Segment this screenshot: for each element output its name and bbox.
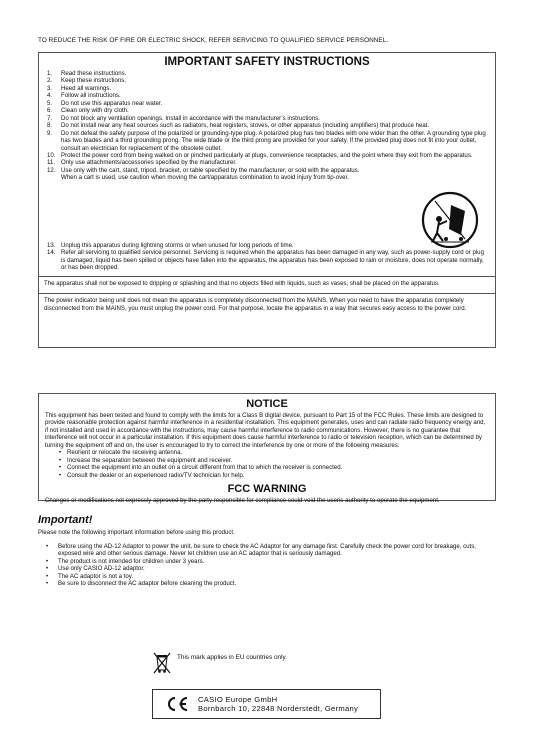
safety-item: 13. Unplug this apparatus during lightning storms or when unused for long periods of time. — [47, 241, 294, 249]
crossed-bin-icon — [152, 651, 172, 675]
safety-item: 4. Follow all instructions. — [47, 92, 121, 100]
notice-body: This equipment has been tested and found to comply with the limits for a Class B digital device, pursuant to Part 15 of the FCC Rules. These limits are designed to provide reasonable protection against harmful interference in a residential installation. This equipment generates, uses and can radiate radio frequency energy and, if not installed and used in accordance with the instructions, may cause harmful interference to radio communications. However, there is no guarantee that interference will not occur in a particular installation. If this equipment does cause harmful interference to radio or television reception, which can be determined by turning the equipment off and on, the user is encouraged to try to correct the interference by one or more of the following measures: — [45, 412, 486, 449]
safety-item: 12. Use only with the cart, stand, tripod, bracket, or table specified by the manufacturer, or sold with the apparatus. When a cart is used, use caution when moving the cart/apparatus combination to avoid injury from tip-over. — [47, 166, 360, 182]
list-item: • Consult the dealer or an experienced radio/TV technician for help. — [59, 472, 489, 479]
list-item: • The AC adaptor is not a toy. — [44, 573, 496, 580]
list-item: • Use only CASIO AD-12 adaptor. — [44, 565, 496, 572]
safety-item: 8. Do not install near any heat sources such as radiators, heat registers, stoves, or other apparatus (including amplifiers) that produce heat. — [47, 122, 430, 130]
list-item: • The product is not intended for children under 3 years. — [44, 558, 496, 565]
important-heading: Important! — [38, 514, 93, 526]
safety-item: 14. Refer all servicing to qualified service personnel. Servicing is required when the apparatus has been damaged in any way, such as power-supply cord or plug is damaged, liquid has been spilled or objects have fallen into the apparatus, the apparatus has been exposed to rain or moisture, does not operate normally, or has been dropped. — [47, 249, 484, 272]
safety-item: 9. Do not defeat the safety purpose of the polarized or grounding-type plug. A polarized plug has two blades with one wider than the other. A grounding type plug has two blades and a third grounding prong. The wide blade or the third prong are provided for your safety. If the provided plug does not fit into your outlet, consult an electrician for replacement of the obsolete outlet. — [47, 129, 486, 152]
power-indicator-note: The power indicator being unit does not mean the apparatus is completely disconnected from the MAINS. When you need to have the apparatus completely disconnected from the MAINS, you must unplug the power cord. For that purpose, locate the apparatus in a way that secures easy access to the power cord. — [39, 293, 495, 314]
notice-box — [38, 393, 496, 505]
casio-address — [198, 695, 358, 713]
safety-item: 2. Keep these instructions. — [47, 77, 127, 85]
company-address: Bornbarch 10, 22848 Norderstedt, Germany — [198, 704, 359, 713]
fcc-warning-body: Changes or modifications not expressly approved by the party responsible for compliance could void the useris authority to operate the equipment. — [45, 497, 440, 505]
safety-item: 10. Protect the power cord from being walked on or pinched particularly at plugs, convenience receptacles, and the point where they exit from the apparatus. — [47, 151, 473, 159]
safety-item: 11. Only use attachments/accessories specified by the manufacturer. — [47, 159, 237, 167]
list-item: • Increase the separation between the equipment and receiver. — [59, 457, 489, 464]
list-item: • Be sure to disconnect the AC adaptor before cleaning the product. — [44, 580, 496, 587]
fcc-warning-title: FCC WARNING — [227, 483, 307, 496]
safety-title: IMPORTANT SAFETY INSTRUCTIONS — [164, 56, 370, 68]
top-warning: TO REDUCE THE RISK OF FIRE OR ELECTRIC SHOCK, REFER SERVICING TO QUALIFIED SERVICE PERSONNEL. — [38, 37, 389, 44]
important-list — [44, 543, 496, 588]
important-intro: Please note the following important information before using this product. — [38, 529, 235, 536]
safety-item: 7. Do not block any ventilation openings. Install in accordance with the manufacturer’s instructions. — [47, 114, 320, 122]
safety-item: 3. Heed all warnings. — [47, 84, 112, 92]
notice-measures-list — [45, 449, 489, 479]
list-item: • Connect the equipment into an outlet on a circuit different from that to which the receiver is connected. — [59, 464, 489, 471]
ce-mark-icon — [165, 696, 189, 712]
list-item: • Before using the AD-12 Adaptor to power the unit, be sure to check the AC Adaptor for any damage first. Carefully check the power cord for breakage, cuts, exposed wire and other serious damage. Never let children use an AC adaptor that is seriously damaged. — [44, 543, 496, 558]
dripping-warning: The apparatus shall not be exposed to dripping or splashing and that no objects filled with liquids, such as vases, shall be placed on the apparatus. — [39, 276, 495, 289]
company-name: CASIO Europe GmbH — [198, 695, 278, 704]
safety-item: 5. Do not use this apparatus near water. — [47, 99, 163, 107]
safety-item: 1. Read these instructions. — [47, 70, 127, 77]
cart-tipover-warning-icon — [421, 191, 479, 249]
notice-title: NOTICE — [246, 398, 288, 410]
casio-europe-box — [152, 689, 381, 719]
safety-instructions-box — [38, 52, 496, 348]
list-item: • Reorient or relocate the receiving antenna. — [59, 449, 489, 456]
safety-item: 6. Clean only with dry cloth. — [47, 107, 129, 115]
weee-note: This mark applies in EU countries only. — [177, 654, 287, 661]
